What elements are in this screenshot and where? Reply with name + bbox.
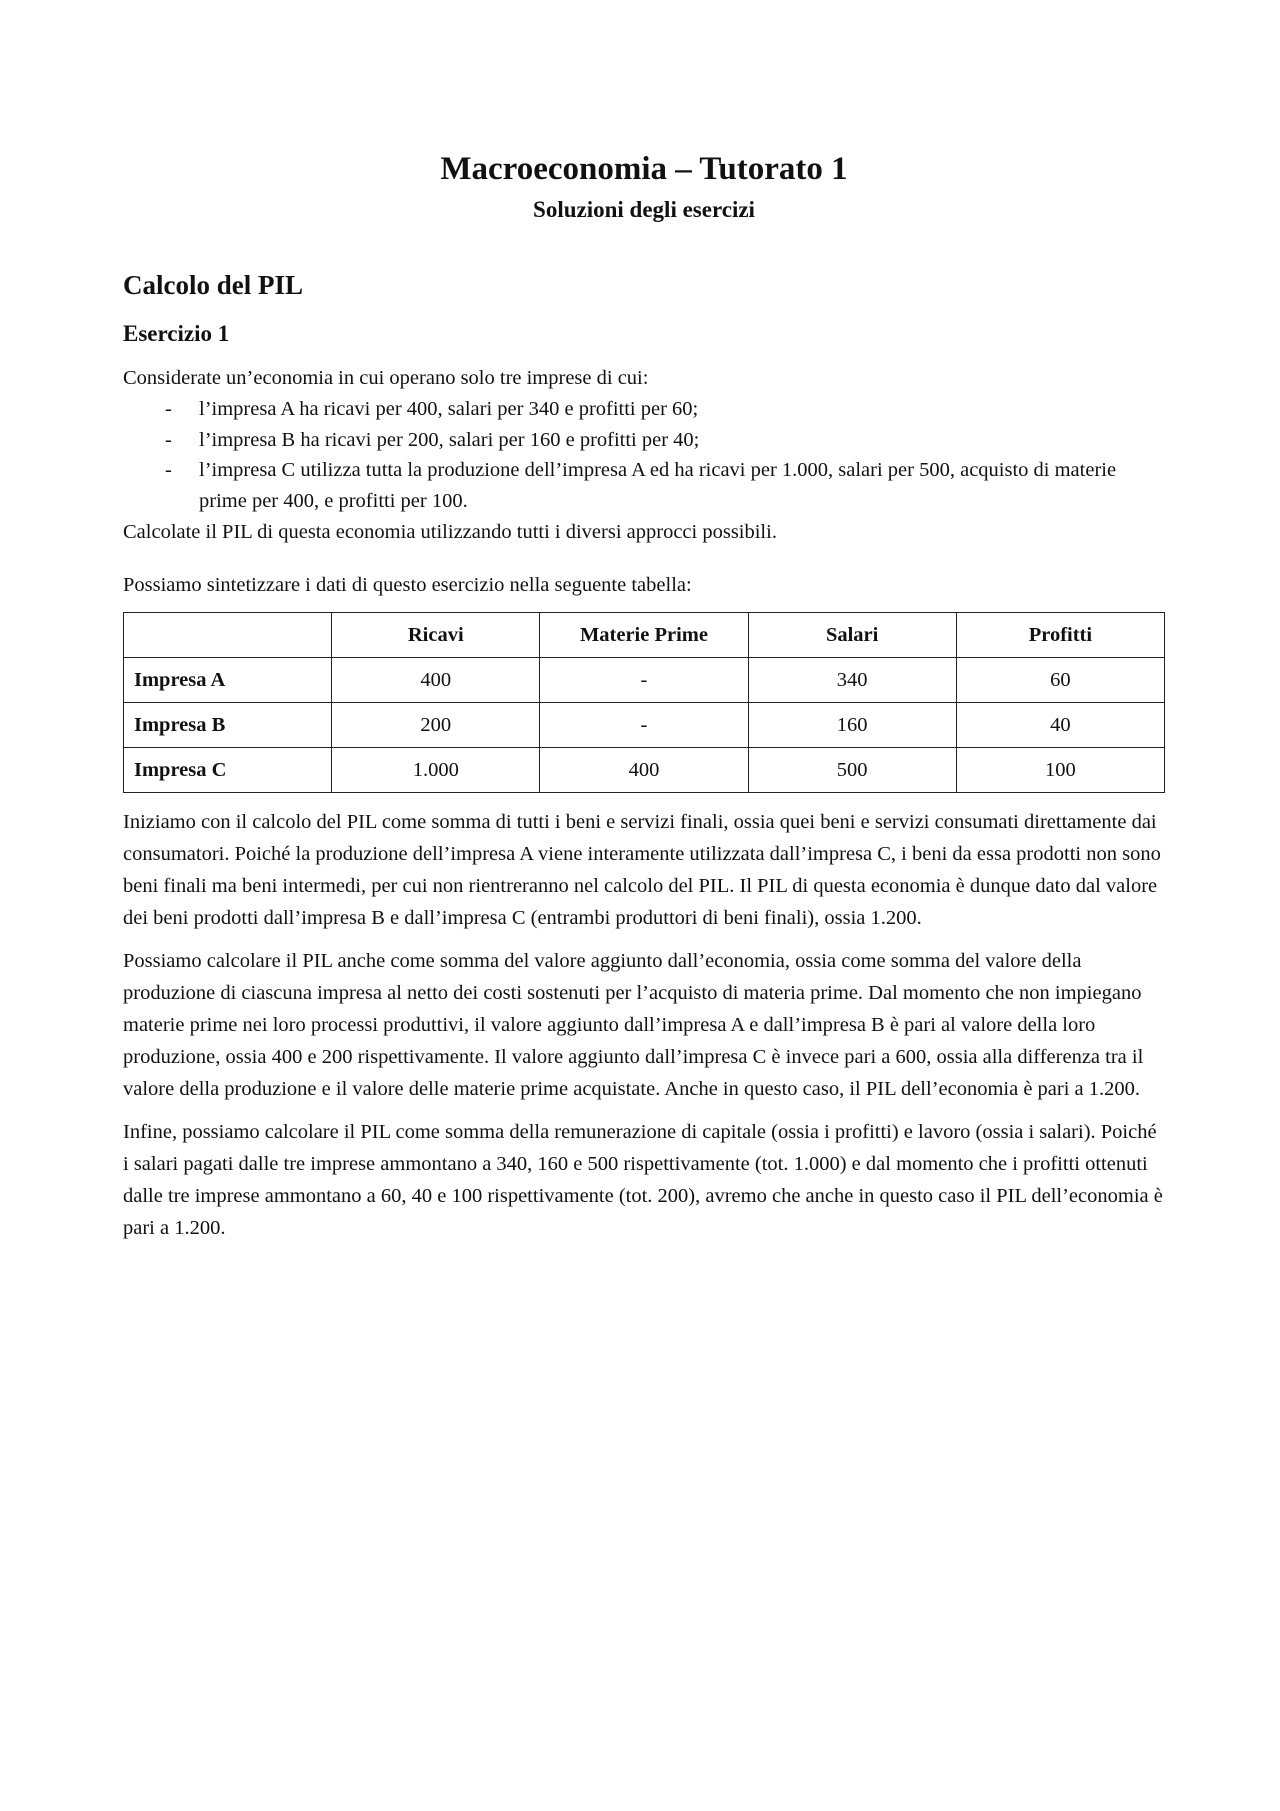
exercise-title: Esercizio 1 xyxy=(123,320,230,346)
dash-marker: - xyxy=(165,428,172,451)
table-header-cell xyxy=(124,613,332,658)
list-item xyxy=(123,455,1165,517)
document-subtitle: Soluzioni degli esercizi xyxy=(533,196,755,222)
solution-paragraph-income: Infine, possiamo calcolare il PIL come somma della remunerazione di capitale (ossia i profitti) e lavoro (ossia i salari). Poiché i salari pagati dalle tre imprese ammontano a 340, 160 e 500 rispettivamente (tot. 1.000) e dal momento che i profitti ottenuti dalle tre imprese ammontano a 60, 40 e 100 rispettivamente (tot. 200), avremo che anche in questo caso il PIL dell’economia è pari a 1.200. xyxy=(123,1121,1163,1239)
document-title: Macroeconomia – Tutorato 1 xyxy=(440,151,848,187)
list-item-text: l’impresa A ha ricavi per 400, salari per 340 e profitti per 60; xyxy=(199,397,699,420)
dash-marker: - xyxy=(165,459,172,482)
table-row-label: Impresa A xyxy=(124,658,332,703)
table-row-label: Impresa B xyxy=(124,703,332,748)
exercise-question: Calcolate il PIL di questa economia utilizzando tutti i diversi approcci possibili. xyxy=(123,520,777,543)
table-header-cell: Ricavi xyxy=(332,613,540,658)
table-header-row xyxy=(124,613,1165,658)
table-row xyxy=(124,748,1165,793)
table-cell: 500 xyxy=(748,748,956,793)
table-cell: 100 xyxy=(956,748,1164,793)
table-lead-text: Possiamo sintetizzare i dati di questo esercizio nella seguente tabella: xyxy=(123,573,692,596)
section-title: Calcolo del PIL xyxy=(123,270,303,301)
solution-paragraph-value-added: Possiamo calcolare il PIL anche come somma del valore aggiunto dall’economia, ossia come somma del valore della produzione di ciascuna impresa al netto dei costi sostenuti per l’acquisto di materia prime. Dal momento che non impiegano materie prime nei loro processi produttivi, il valore aggiunto dall’impresa A e dall’impresa B è pari al valore della loro produzione, ossia 400 e 200 rispettivamente. Il valore aggiunto dall’impresa C è invece pari a 600, ossia alla differenza tra il valore della produzione e il valore delle materie prime acquistate. Anche in questo caso, il PIL dell’economia è pari a 1.200. xyxy=(123,950,1144,1100)
list-item xyxy=(123,394,1165,425)
table-cell: - xyxy=(540,658,748,703)
dash-marker: - xyxy=(165,397,172,420)
table-cell: 60 xyxy=(956,658,1164,703)
data-table xyxy=(123,612,1165,793)
solution-paragraph-final-goods: Iniziamo con il calcolo del PIL come somma di tutti i beni e servizi finali, ossia quei beni e servizi consumati direttamente dai consumatori. Poiché la produzione dell’impresa A viene interamente utilizzata dall’impresa C, i beni da essa prodotti non sono beni finali ma beni intermedi, per cui non rientreranno nel calcolo del PIL. Il PIL di questa economia è dunque dato dal valore dei beni prodotti dall’impresa B e dall’impresa C (entrambi produttori di beni finali), ossia 1.200. xyxy=(123,811,1161,929)
table-header-cell: Profitti xyxy=(956,613,1164,658)
exercise-bullet-list xyxy=(123,394,1165,517)
table-header-cell: Materie Prime xyxy=(540,613,748,658)
document-page xyxy=(123,150,1165,1244)
table-cell: 200 xyxy=(332,703,540,748)
table-cell: 40 xyxy=(956,703,1164,748)
table-cell: 1.000 xyxy=(332,748,540,793)
exercise-intro: Considerate un’economia in cui operano solo tre imprese di cui: xyxy=(123,367,649,390)
table-header-cell: Salari xyxy=(748,613,956,658)
table-cell: 340 xyxy=(748,658,956,703)
table-cell: 160 xyxy=(748,703,956,748)
table-row xyxy=(124,703,1165,748)
list-item-text: l’impresa C utilizza tutta la produzione dell’impresa A ed ha ricavi per 1.000, salari per 500, acquisto di materie prime per 400, e profitti per 100. xyxy=(199,459,1117,513)
table-cell: 400 xyxy=(332,658,540,703)
table-cell: 400 xyxy=(540,748,748,793)
list-item-text: l’impresa B ha ricavi per 200, salari per 160 e profitti per 40; xyxy=(199,428,700,451)
table-row xyxy=(124,658,1165,703)
table-cell: - xyxy=(540,703,748,748)
list-item xyxy=(123,425,1165,456)
table-row-label: Impresa C xyxy=(124,748,332,793)
